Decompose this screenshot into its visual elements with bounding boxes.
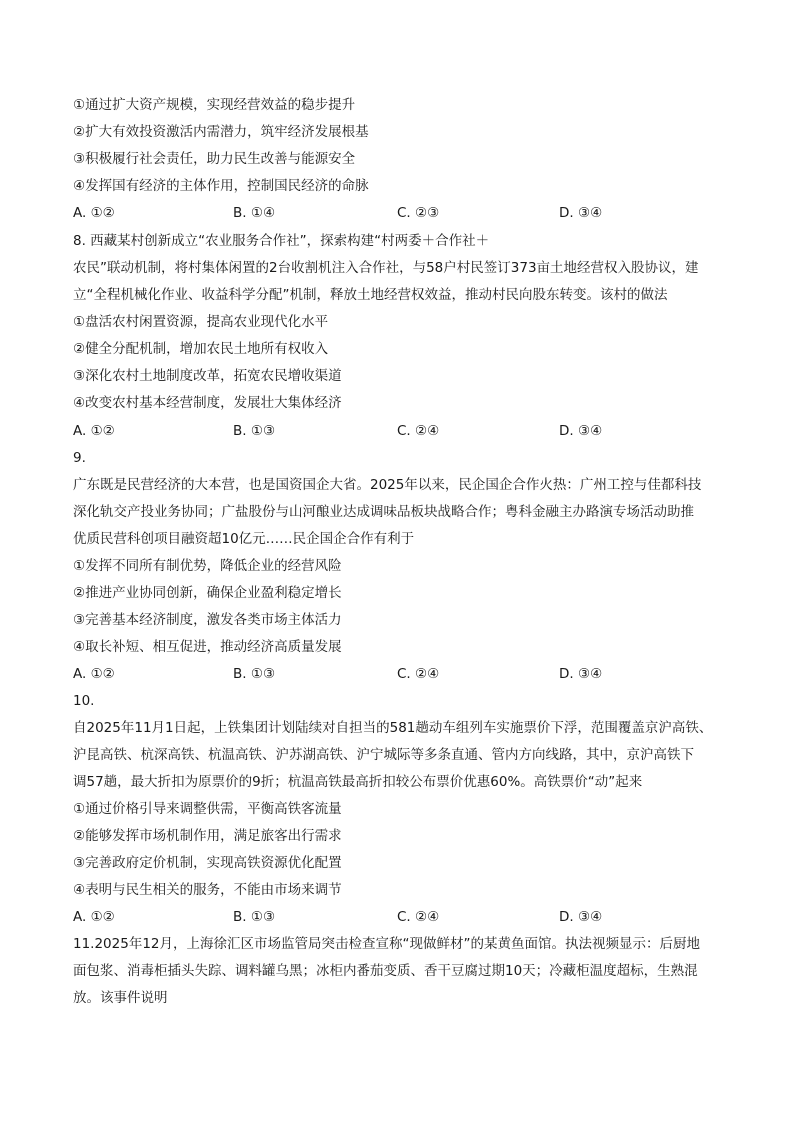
q7-item-2: ②扩大有效投资激活内需潜力，筑牢经济发展根基 — [73, 124, 369, 140]
q10-number: 10. — [73, 693, 95, 709]
q7-option-b: B. ①④ — [233, 205, 276, 221]
q10-item-2: ②能够发挥市场机制作用，满足旅客出行需求 — [73, 828, 342, 844]
q8-option-c: C. ②④ — [397, 423, 440, 439]
q10-item-4: ④表明与民生相关的服务，不能由市场来调节 — [73, 882, 342, 898]
q10-stem-line-1: 自2025年11月1日起，上铁集团计划陆续对自担当的581趟动车组列车实施票价下浮，范围覆盖京沪高铁、 — [73, 720, 713, 736]
q10-item-3: ③完善政府定价机制，实现高铁资源优化配置 — [73, 855, 342, 871]
q9-stem-line-2: 深化轨交产投业务协同；广盐股份与山河酿业达成调味品板块战略合作；粤科金融主办路演专场活动助推 — [73, 504, 694, 520]
q7-option-d: D. ③④ — [559, 205, 603, 221]
q7-item-4: ④发挥国有经济的主体作用，控制国民经济的命脉 — [73, 178, 369, 194]
q7-options — [73, 203, 723, 223]
q10-item-1: ①通过价格引导来调整供需，平衡高铁客流量 — [73, 801, 342, 817]
q10-stem-line-2: 沪昆高铁、杭深高铁、杭温高铁、沪苏湖高铁、沪宁城际等多条直通、管内方向线路，其中，京沪高铁下 — [73, 747, 694, 763]
q7-option-c: C. ②③ — [397, 205, 440, 221]
q11-stem-line-2: 面包浆、消毒柜插头失踪、调料罐乌黑；冰柜内番茄变质、香干豆腐过期10天；冷藏柜温度超标，生熟混 — [73, 963, 698, 979]
q10-option-a: A. ①② — [73, 909, 115, 925]
q9-option-a: A. ①② — [73, 666, 115, 682]
q8-stem-line-3: 立“全程机械化作业、收益科学分配”机制，释放土地经营权效益，推动村民向股东转变。该村的做法 — [73, 287, 668, 303]
q7-item-1: ①通过扩大资产规模，实现经营效益的稳步提升 — [73, 97, 356, 113]
q9-item-4: ④取长补短、相互促进，推动经济高质量发展 — [73, 639, 342, 655]
q8-option-b: B. ①③ — [233, 423, 276, 439]
q10-option-d: D. ③④ — [559, 909, 603, 925]
q9-option-b: B. ①③ — [233, 666, 276, 682]
q9-item-2: ②推进产业协同创新，确保企业盈利稳定增长 — [73, 585, 342, 601]
q9-option-c: C. ②④ — [397, 666, 440, 682]
q8-item-1: ①盘活农村闲置资源，提高农业现代化水平 — [73, 314, 329, 330]
q9-stem-line-3: 优质民营科创项目融资超10亿元……民企国企合作有利于 — [73, 531, 415, 547]
q9-item-3: ③完善基本经济制度，激发各类市场主体活力 — [73, 612, 342, 628]
q8-item-2: ②健全分配机制，增加农民土地所有权收入 — [73, 341, 329, 357]
q9-option-d: D. ③④ — [559, 666, 603, 682]
q8-item-3: ③深化农村土地制度改革，拓宽农民增收渠道 — [73, 368, 342, 384]
q10-option-b: B. ①③ — [233, 909, 276, 925]
q7-option-a: A. ①② — [73, 205, 115, 221]
q9-item-1: ①发挥不同所有制优势，降低企业的经营风险 — [73, 558, 342, 574]
q9-options — [73, 664, 723, 684]
q8-option-d: D. ③④ — [559, 423, 603, 439]
q8-options — [73, 421, 723, 441]
q10-options — [73, 907, 723, 927]
q10-stem-line-3: 调57趟，最大折扣为原票价的9折；杭温高铁最高折扣较公布票价优惠60%。高铁票价“动”起来 — [73, 774, 643, 790]
q9-number: 9. — [73, 450, 86, 466]
q7-item-3: ③积极履行社会责任，助力民生改善与能源安全 — [73, 151, 356, 167]
q8-option-a: A. ①② — [73, 423, 115, 439]
q11-stem-line-1: 11.2025年12月，上海徐汇区市场监管局突击检查宣称“现做鲜材”的某黄鱼面馆。执法视频显示：后厨地 — [73, 936, 700, 952]
q9-stem-line-1: 广东既是民营经济的大本营，也是国资国企大省。2025年以来，民企国企合作火热：广州工控与佳都科技 — [73, 477, 702, 493]
q11-stem-line-3: 放。该事件说明 — [73, 990, 168, 1006]
q8-stem-line-1: 8. 西藏某村创新成立“农业服务合作社”，探索构建“村两委＋合作社＋ — [73, 233, 490, 249]
q8-item-4: ④改变农村基本经营制度，发展壮大集体经济 — [73, 395, 342, 411]
q10-option-c: C. ②④ — [397, 909, 440, 925]
q8-stem-line-2: 农民”联动机制，将村集体闲置的2台收割机注入合作社，与58户村民签订373亩土地经营权入股协议，建 — [73, 260, 699, 276]
